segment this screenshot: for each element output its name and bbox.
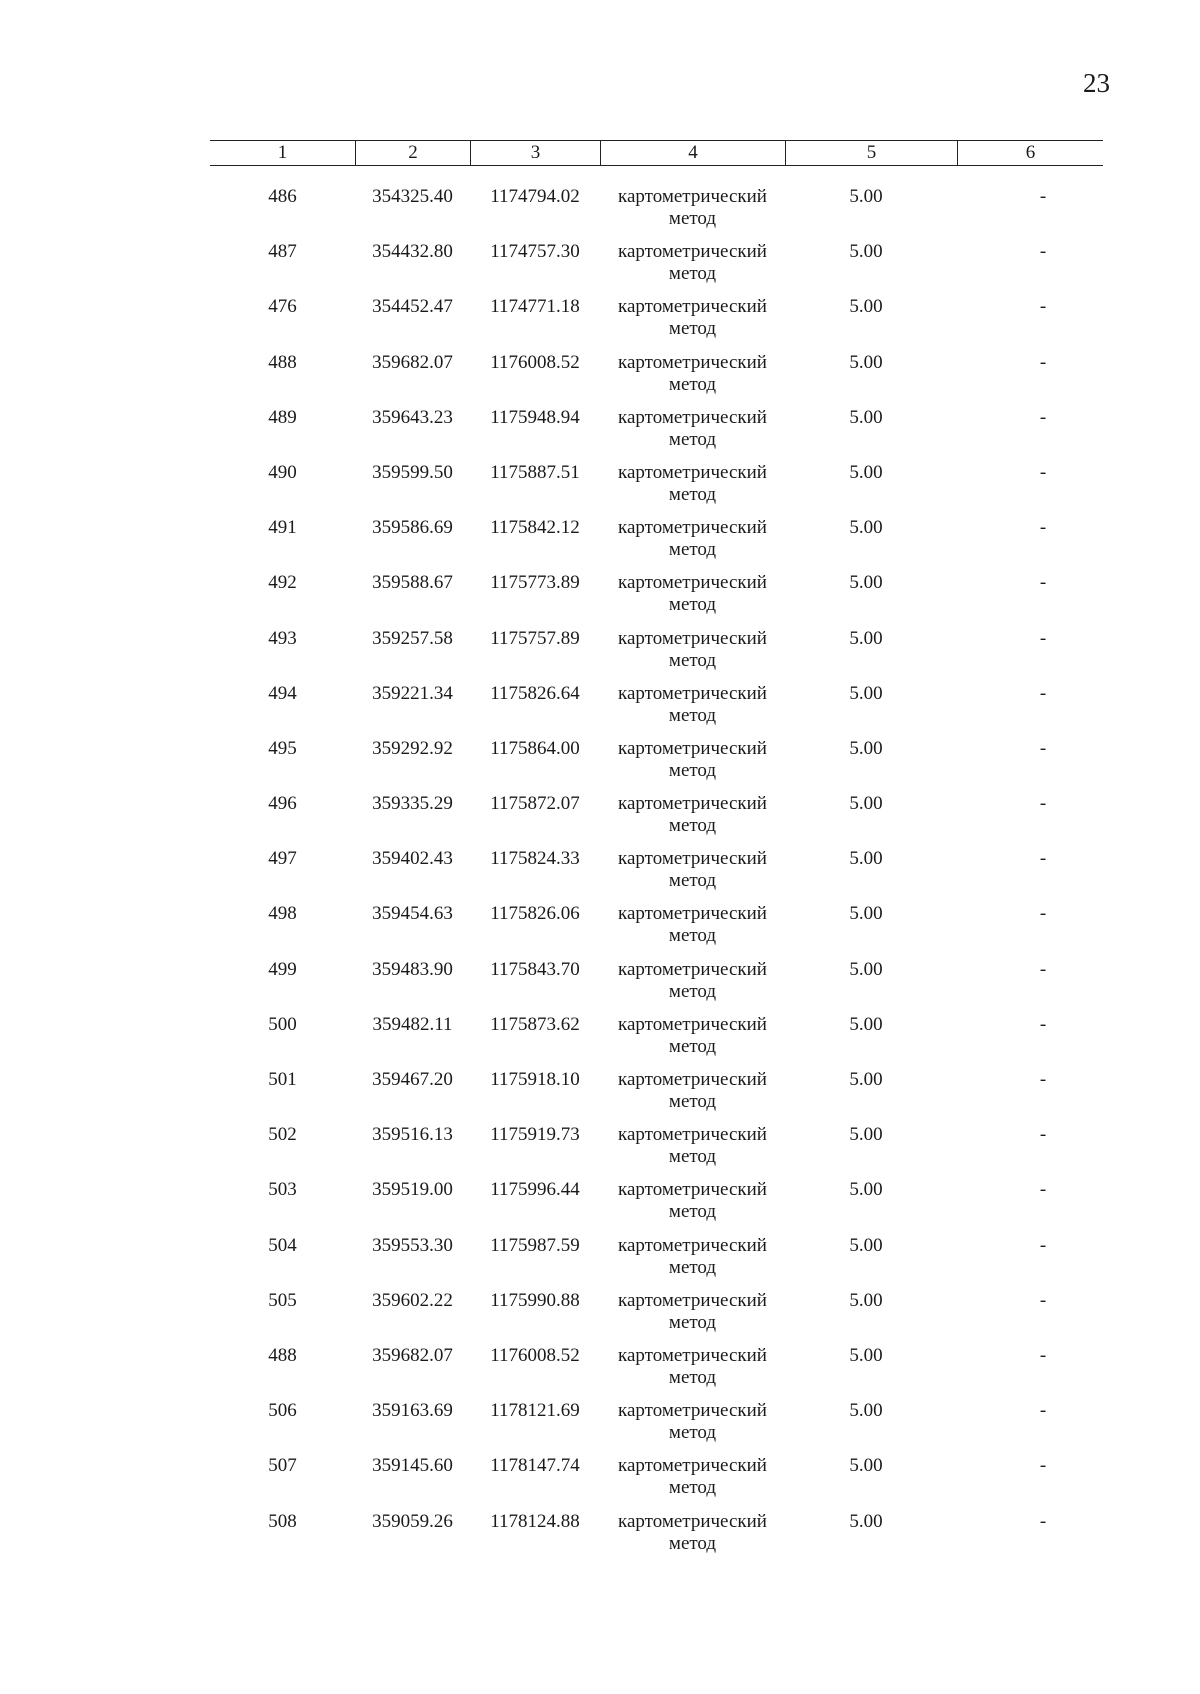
x-coordinate-cell: 359467.20 (372, 1069, 453, 1090)
point-number-cell: 501 (268, 1069, 297, 1090)
point-number-cell: 487 (268, 241, 297, 263)
point-number-cell: 504 (268, 1234, 297, 1256)
x-coordinate-cell: 359454.63 (372, 903, 453, 925)
accuracy-cell: 5.00 (849, 1069, 883, 1090)
method-line-2: метод (668, 980, 717, 1002)
table-row (210, 1014, 1103, 1069)
y-coordinate-cell: 1178124.88 (490, 1510, 580, 1532)
x-coordinate-cell: 354452.47 (372, 296, 453, 318)
table-row (210, 738, 1103, 793)
table-row (210, 1511, 1103, 1566)
note-cell: - (1039, 1510, 1047, 1532)
table-row (210, 1345, 1103, 1400)
table-row (210, 628, 1103, 683)
x-coordinate-cell: 359482.11 (372, 1013, 453, 1035)
method-cell (600, 903, 785, 958)
method-line-1: картометрический (618, 682, 767, 704)
method-line-2: метод (668, 1532, 717, 1554)
method-cell (600, 1179, 785, 1234)
note-cell: - (1039, 517, 1047, 539)
table-row (210, 1235, 1103, 1290)
note-cell: - (1039, 1234, 1047, 1256)
y-coordinate-cell: 1178147.74 (490, 1455, 580, 1477)
method-line-2: метод (668, 925, 717, 947)
note-cell: - (1039, 958, 1047, 980)
header-col-6: 6 (957, 141, 1103, 165)
point-number-cell: 486 (268, 186, 297, 207)
method-line-1: картометрический (618, 1400, 767, 1422)
note-cell: - (1039, 1179, 1047, 1201)
method-cell (600, 462, 785, 517)
header-col-2: 2 (355, 141, 470, 165)
y-coordinate-cell: 1175824.33 (490, 848, 580, 870)
method-cell (600, 1511, 785, 1566)
method-line-2: метод (668, 1201, 717, 1223)
method-line-2: метод (668, 208, 717, 229)
accuracy-cell: 5.00 (849, 1179, 883, 1201)
method-line-1: картометрический (618, 1069, 767, 1090)
x-coordinate-cell: 359292.92 (372, 737, 453, 759)
method-cell (600, 241, 785, 296)
note-cell: - (1039, 848, 1047, 870)
x-coordinate-cell: 359059.26 (372, 1510, 453, 1532)
note-cell: - (1039, 241, 1047, 263)
table-row (210, 352, 1103, 407)
accuracy-cell: 5.00 (849, 1400, 883, 1422)
method-line-1: картометрический (618, 186, 767, 207)
method-line-1: картометрический (618, 737, 767, 759)
y-coordinate-cell: 1175919.73 (490, 1124, 580, 1146)
table-row (210, 517, 1103, 572)
x-coordinate-cell: 359257.58 (372, 627, 453, 649)
y-coordinate-cell: 1175948.94 (490, 406, 580, 428)
point-number-cell: 493 (268, 627, 297, 649)
accuracy-cell: 5.00 (849, 461, 883, 483)
x-coordinate-cell: 359163.69 (372, 1400, 453, 1422)
note-cell: - (1039, 793, 1047, 815)
y-coordinate-cell: 1175826.64 (490, 682, 580, 704)
note-cell: - (1039, 1400, 1047, 1422)
y-coordinate-cell: 1176008.52 (490, 1344, 580, 1366)
method-cell (600, 738, 785, 793)
method-line-2: метод (668, 870, 717, 892)
x-coordinate-cell: 359221.34 (372, 682, 453, 704)
coordinates-table (210, 140, 1103, 1566)
note-cell: - (1039, 1013, 1047, 1035)
accuracy-cell: 5.00 (849, 848, 883, 870)
y-coordinate-cell: 1175918.10 (490, 1069, 580, 1090)
method-line-2: метод (668, 1091, 717, 1112)
x-coordinate-cell: 359586.69 (372, 517, 453, 539)
method-line-2: метод (668, 594, 717, 616)
method-line-1: картометрический (618, 627, 767, 649)
y-coordinate-cell: 1178121.69 (490, 1400, 580, 1422)
accuracy-cell: 5.00 (849, 1234, 883, 1256)
accuracy-cell: 5.00 (849, 1013, 883, 1035)
method-cell (600, 407, 785, 462)
method-cell (600, 572, 785, 627)
method-line-2: метод (668, 759, 717, 781)
method-cell (600, 1345, 785, 1400)
method-line-2: метод (668, 1422, 717, 1444)
method-line-1: картометрический (618, 351, 767, 373)
accuracy-cell: 5.00 (849, 737, 883, 759)
note-cell: - (1039, 1455, 1047, 1477)
method-cell (600, 1290, 785, 1345)
point-number-cell: 494 (268, 682, 297, 704)
point-number-cell: 506 (268, 1400, 297, 1422)
method-line-1: картометрический (618, 572, 767, 594)
method-cell (600, 1400, 785, 1455)
table-row (210, 848, 1103, 903)
y-coordinate-cell: 1174794.02 (490, 186, 580, 207)
x-coordinate-cell: 359682.07 (372, 351, 453, 373)
page-number: 23 (1083, 68, 1110, 98)
y-coordinate-cell: 1175826.06 (490, 903, 580, 925)
method-line-1: картометрический (618, 1455, 767, 1477)
y-coordinate-cell: 1175887.51 (490, 461, 580, 483)
x-coordinate-cell: 354432.80 (372, 241, 453, 263)
accuracy-cell: 5.00 (849, 1510, 883, 1532)
method-line-2: метод (668, 1366, 717, 1388)
point-number-cell: 502 (268, 1124, 297, 1146)
note-cell: - (1039, 737, 1047, 759)
accuracy-cell: 5.00 (849, 903, 883, 925)
table-row (210, 1400, 1103, 1455)
method-line-2: метод (668, 428, 717, 450)
table-row (210, 959, 1103, 1014)
method-line-2: метод (668, 373, 717, 395)
table-row (210, 683, 1103, 738)
point-number-cell: 490 (268, 461, 297, 483)
accuracy-cell: 5.00 (849, 186, 883, 207)
method-cell (600, 1124, 785, 1179)
method-line-2: метод (668, 704, 717, 726)
method-cell (600, 186, 785, 241)
method-line-2: метод (668, 539, 717, 561)
method-line-1: картометрический (618, 241, 767, 263)
y-coordinate-cell: 1176008.52 (490, 351, 580, 373)
method-line-1: картометрический (618, 406, 767, 428)
table-row (210, 903, 1103, 958)
method-cell (600, 1069, 785, 1124)
method-line-2: метод (668, 483, 717, 505)
method-line-1: картометрический (618, 1510, 767, 1532)
method-line-2: метод (668, 1311, 717, 1333)
y-coordinate-cell: 1175987.59 (490, 1234, 580, 1256)
note-cell: - (1039, 1289, 1047, 1311)
accuracy-cell: 5.00 (849, 517, 883, 539)
x-coordinate-cell: 354325.40 (372, 186, 453, 207)
y-coordinate-cell: 1175842.12 (490, 517, 580, 539)
header-col-5: 5 (785, 141, 957, 165)
table-row (210, 462, 1103, 517)
table-row (210, 793, 1103, 848)
note-cell: - (1039, 351, 1047, 373)
method-cell (600, 628, 785, 683)
table-row (210, 296, 1103, 351)
point-number-cell: 499 (268, 958, 297, 980)
y-coordinate-cell: 1175757.89 (490, 627, 580, 649)
point-number-cell: 498 (268, 903, 297, 925)
method-line-1: картометрический (618, 1013, 767, 1035)
accuracy-cell: 5.00 (849, 793, 883, 815)
point-number-cell: 491 (268, 517, 297, 539)
x-coordinate-cell: 359599.50 (372, 461, 453, 483)
note-cell: - (1039, 1344, 1047, 1366)
method-cell (600, 683, 785, 738)
y-coordinate-cell: 1175872.07 (490, 793, 580, 815)
method-line-2: метод (668, 1146, 717, 1168)
point-number-cell: 492 (268, 572, 297, 594)
note-cell: - (1039, 1069, 1047, 1090)
accuracy-cell: 5.00 (849, 1344, 883, 1366)
method-cell (600, 1014, 785, 1069)
note-cell: - (1039, 406, 1047, 428)
table-row (210, 572, 1103, 627)
method-cell (600, 793, 785, 848)
y-coordinate-cell: 1174771.18 (490, 296, 580, 318)
accuracy-cell: 5.00 (849, 351, 883, 373)
header-col-4: 4 (600, 141, 785, 165)
point-number-cell: 497 (268, 848, 297, 870)
table-row (210, 186, 1103, 241)
x-coordinate-cell: 359682.07 (372, 1344, 453, 1366)
point-number-cell: 476 (268, 296, 297, 318)
y-coordinate-cell: 1175996.44 (490, 1179, 580, 1201)
x-coordinate-cell: 359602.22 (372, 1289, 453, 1311)
y-coordinate-cell: 1175843.70 (490, 958, 580, 980)
x-coordinate-cell: 359643.23 (372, 406, 453, 428)
accuracy-cell: 5.00 (849, 1124, 883, 1146)
accuracy-cell: 5.00 (849, 627, 883, 649)
x-coordinate-cell: 359483.90 (372, 958, 453, 980)
accuracy-cell: 5.00 (849, 296, 883, 318)
table-row (210, 1290, 1103, 1345)
table-row (210, 407, 1103, 462)
table-body (210, 186, 1103, 1566)
method-line-2: метод (668, 263, 717, 285)
method-cell (600, 1455, 785, 1510)
header-col-3: 3 (470, 141, 600, 165)
method-line-2: метод (668, 318, 717, 340)
method-cell (600, 352, 785, 407)
method-line-2: метод (668, 1256, 717, 1278)
y-coordinate-cell: 1175864.00 (490, 737, 580, 759)
note-cell: - (1039, 903, 1047, 925)
x-coordinate-cell: 359553.30 (372, 1234, 453, 1256)
accuracy-cell: 5.00 (849, 406, 883, 428)
method-line-1: картометрический (618, 1234, 767, 1256)
point-number-cell: 488 (268, 1344, 297, 1366)
note-cell: - (1039, 627, 1047, 649)
y-coordinate-cell: 1175773.89 (490, 572, 580, 594)
method-line-2: метод (668, 815, 717, 837)
method-line-1: картометрический (618, 296, 767, 318)
method-cell (600, 959, 785, 1014)
x-coordinate-cell: 359402.43 (372, 848, 453, 870)
method-line-1: картометрический (618, 958, 767, 980)
note-cell: - (1039, 296, 1047, 318)
point-number-cell: 488 (268, 351, 297, 373)
point-number-cell: 496 (268, 793, 297, 815)
point-number-cell: 507 (268, 1455, 297, 1477)
method-cell (600, 1235, 785, 1290)
method-line-1: картометрический (618, 848, 767, 870)
accuracy-cell: 5.00 (849, 1455, 883, 1477)
method-line-2: метод (668, 1477, 717, 1499)
table-row (210, 241, 1103, 296)
x-coordinate-cell: 359588.67 (372, 572, 453, 594)
method-cell (600, 848, 785, 903)
accuracy-cell: 5.00 (849, 1289, 883, 1311)
method-cell (600, 296, 785, 351)
note-cell: - (1039, 682, 1047, 704)
point-number-cell: 489 (268, 406, 297, 428)
method-line-2: метод (668, 1035, 717, 1057)
y-coordinate-cell: 1175873.62 (490, 1013, 580, 1035)
point-number-cell: 503 (268, 1179, 297, 1201)
table-row (210, 1069, 1103, 1124)
note-cell: - (1039, 1124, 1047, 1146)
point-number-cell: 505 (268, 1289, 297, 1311)
y-coordinate-cell: 1175990.88 (490, 1289, 580, 1311)
method-line-1: картометрический (618, 517, 767, 539)
x-coordinate-cell: 359516.13 (372, 1124, 453, 1146)
table-row (210, 1179, 1103, 1234)
accuracy-cell: 5.00 (849, 682, 883, 704)
method-line-1: картометрический (618, 1289, 767, 1311)
header-col-1: 1 (277, 142, 288, 163)
note-cell: - (1039, 572, 1047, 594)
method-line-1: картометрический (618, 903, 767, 925)
x-coordinate-cell: 359335.29 (372, 793, 453, 815)
method-line-1: картометрический (618, 461, 767, 483)
method-line-2: метод (668, 649, 717, 671)
accuracy-cell: 5.00 (849, 958, 883, 980)
x-coordinate-cell: 359519.00 (372, 1179, 453, 1201)
point-number-cell: 495 (268, 737, 297, 759)
x-coordinate-cell: 359145.60 (372, 1455, 453, 1477)
method-line-1: картометрический (618, 1124, 767, 1146)
point-number-cell: 500 (268, 1013, 297, 1035)
accuracy-cell: 5.00 (849, 572, 883, 594)
note-cell: - (1039, 186, 1047, 207)
note-cell: - (1039, 461, 1047, 483)
method-line-1: картометрический (618, 1344, 767, 1366)
y-coordinate-cell: 1174757.30 (490, 241, 580, 263)
table-row (210, 1124, 1103, 1179)
accuracy-cell: 5.00 (849, 241, 883, 263)
method-line-1: картометрический (618, 1179, 767, 1201)
table-header-row (210, 140, 1103, 166)
method-cell (600, 517, 785, 572)
table-row (210, 1455, 1103, 1510)
method-line-1: картометрический (618, 793, 767, 815)
point-number-cell: 508 (268, 1510, 297, 1532)
